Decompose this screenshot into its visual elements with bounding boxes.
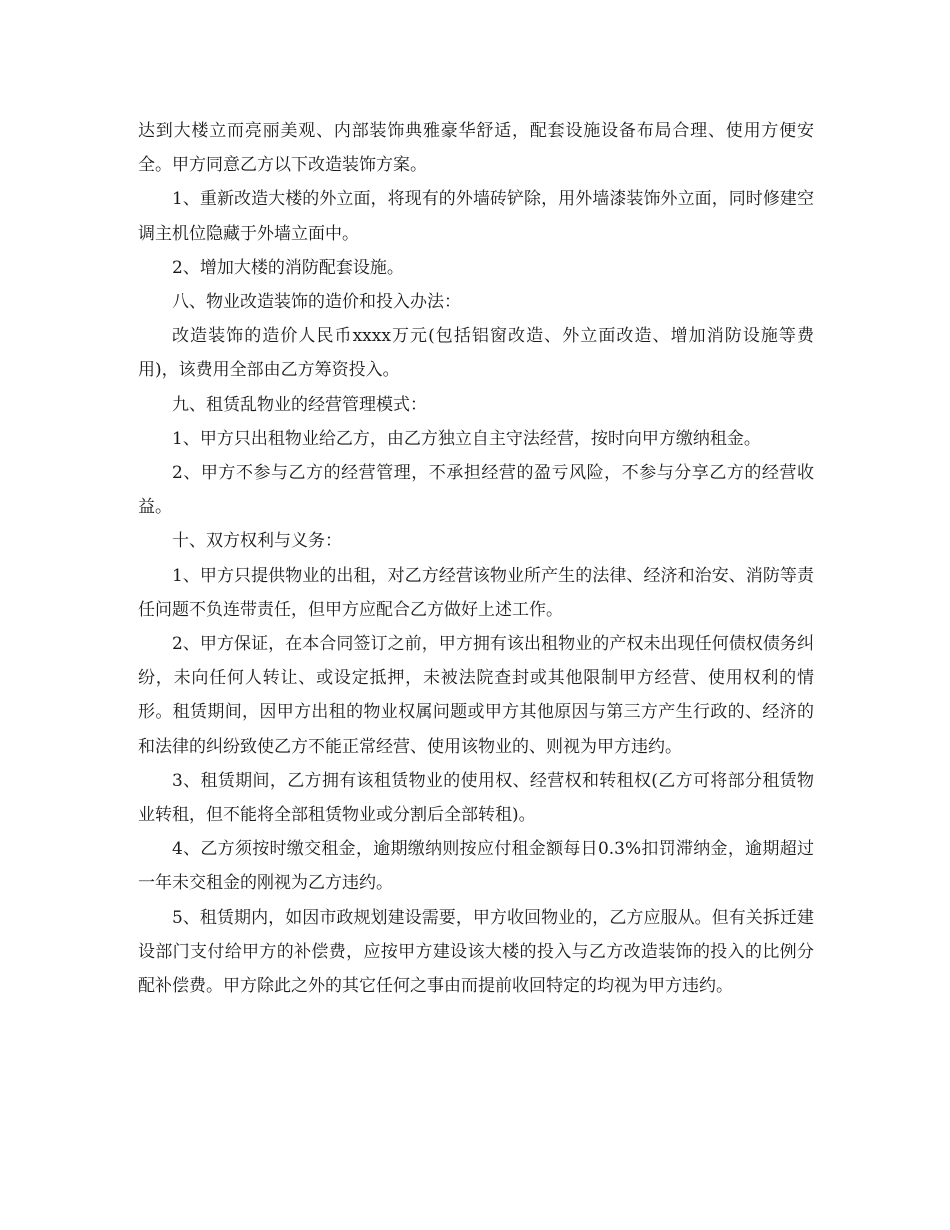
paragraph: 2、甲方保证，在本合同签订之前，甲方拥有该出租物业的产权未出现任何债权债务纠纷，未向任何人转让、或设定抵押，未被法院查封或其他限制甲方经营、使用权利的情形。租赁期间，因甲方出租的物业权属问题或甲方其他原因与第三方产生行政的、经济的和法律的纠纷致使乙方不能正常经营、使用该物业的、则视为甲方违约。 [138, 634, 814, 757]
section-heading: 九、租赁乱物业的经营管理模式： [172, 394, 427, 415]
document-body [138, 114, 814, 1003]
paragraph: 5、租赁期内，如因市政规划建设需要，甲方收回物业的，乙方应服从。但有关拆迁建设部门支付给甲方的补偿费，应按甲方建设该大楼的投入与乙方改造装饰的投入的比例分配补偿费。甲方除此之外的其它任何之事由而提前收回特定的均视为甲方违约。 [138, 907, 814, 997]
paragraph: 改造装饰的造价人民币xxxx万元(包括铝窗改造、外立面改造、增加消防设施等费用)，该费用全部由乙方筹资投入。 [138, 326, 814, 381]
paragraph: 4、乙方须按时缴交租金，逾期缴纳则按应付租金额每日0.3%扣罚滞纳金，逾期超过一年未交租金的刚视为乙方违约。 [138, 839, 814, 894]
paragraph: 2、增加大楼的消防配套设施。 [172, 257, 404, 278]
paragraph: 2、甲方不参与乙方的经营管理，不承担经营的盈亏风险，不参与分享乙方的经营收益。 [138, 463, 814, 518]
paragraph: 3、租赁期间，乙方拥有该租赁物业的使用权、经营权和转租权(乙方可将部分租赁物业转租，但不能将全部租赁物业或分割后全部转租)。 [138, 770, 814, 826]
paragraph: 达到大楼立而亮丽美观、内部装饰典雅豪华舒适，配套设施设备布局合理、使用方便安全。甲方同意乙方以下改造装饰方案。 [138, 121, 814, 176]
section-heading: 八、物业改造装饰的造价和投入办法： [172, 292, 461, 313]
paragraph: 1、重新改造大楼的外立面，将现有的外墙砖铲除，用外墙漆装饰外立面，同时修建空调主机位隐藏于外墙立面中。 [138, 189, 814, 244]
section-heading: 十、双方权利与义务： [172, 531, 342, 552]
paragraph: 1、甲方只出租物业给乙方，由乙方独立自主守法经营，按时向甲方缴纳租金。 [172, 428, 761, 449]
paragraph: 1、甲方只提供物业的出租，对乙方经营该物业所产生的法律、经济和治安、消防等责任问题不负连带责任，但甲方应配合乙方做好上述工作。 [138, 565, 814, 620]
